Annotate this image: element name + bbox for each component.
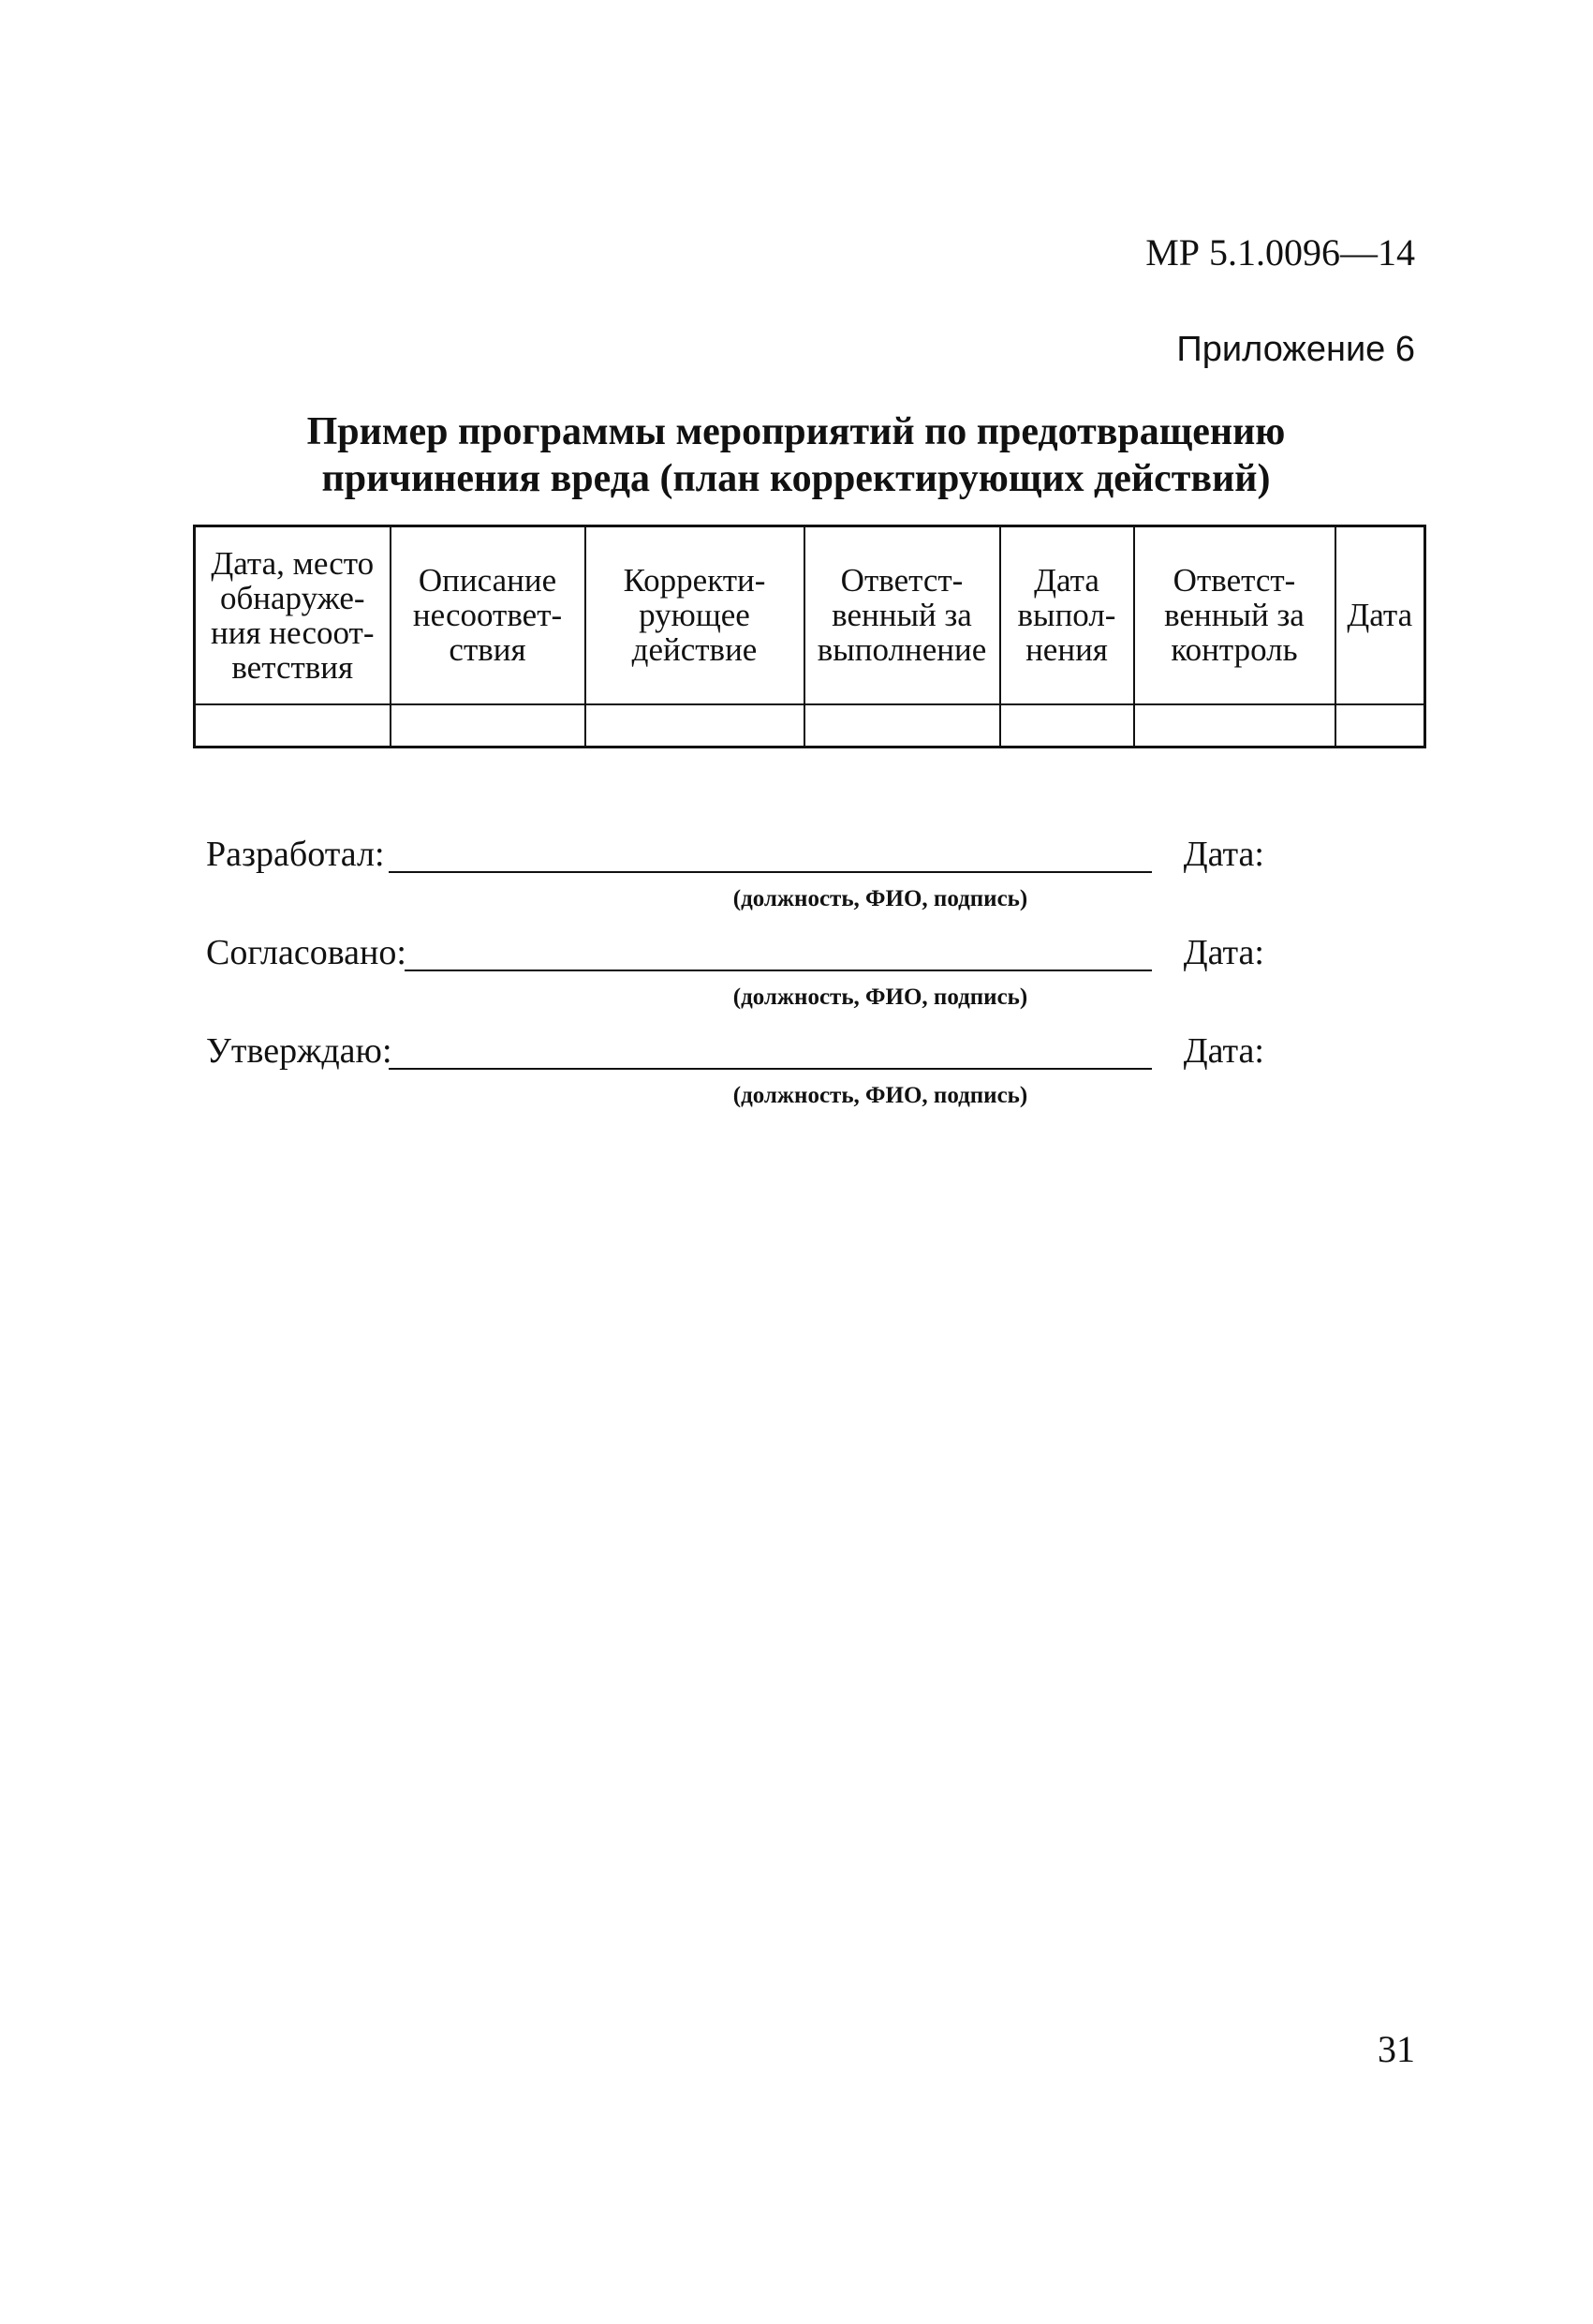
table-cell[interactable] <box>804 704 1000 748</box>
column-header-detection: Дата, место обнаруже- ния несоот- ветствия <box>195 526 391 704</box>
document-code: МР 5.1.0096—14 <box>1145 231 1415 274</box>
table-header-row <box>195 526 1425 704</box>
column-header-execution-date: Дата выпол- нения <box>1000 526 1134 704</box>
page-title <box>187 408 1405 502</box>
signature-date-label-agreed: Дата: <box>1183 933 1264 972</box>
table-row <box>195 704 1425 748</box>
signature-date-label-developed: Дата: <box>1183 835 1264 874</box>
table-cell[interactable] <box>1134 704 1335 748</box>
signature-line-developed[interactable] <box>389 871 1152 873</box>
signature-hint-developed: (должность, ФИО, подпись) <box>732 886 1028 911</box>
column-header-responsible-execution: Ответст- венный за выполнение <box>804 526 1000 704</box>
signature-row-agreed <box>206 923 1264 1010</box>
page-number: 31 <box>1378 2028 1415 2070</box>
signature-label-agreed: Согласовано: <box>206 933 406 972</box>
signature-date-label-approved: Дата: <box>1183 1031 1264 1071</box>
column-header-description: Описание несоответ- ствия <box>391 526 585 704</box>
table-cell[interactable] <box>1000 704 1134 748</box>
title-line-2: причинения вреда (план корректирующих действий) <box>321 457 1271 500</box>
appendix-label: Приложение 6 <box>1176 330 1415 369</box>
signature-hint-approved: (должность, ФИО, подпись) <box>732 1083 1028 1108</box>
column-header-date: Дата <box>1335 526 1425 704</box>
table-cell[interactable] <box>585 704 804 748</box>
column-header-responsible-control: Ответст- венный за контроль <box>1134 526 1335 704</box>
table-cell[interactable] <box>391 704 585 748</box>
title-line-1: Пример программы мероприятий по предотвращению <box>306 410 1286 453</box>
table-cell[interactable] <box>195 704 391 748</box>
signature-row-developed <box>206 824 1264 911</box>
signature-row-approved <box>206 1021 1264 1108</box>
signature-label-approved: Утверждаю: <box>206 1031 392 1071</box>
signature-label-developed: Разработал: <box>206 835 385 874</box>
signature-line-agreed[interactable] <box>405 970 1152 971</box>
signature-line-approved[interactable] <box>389 1068 1152 1070</box>
corrective-actions-table <box>193 525 1426 748</box>
column-header-corrective-action: Корректи- рующее действие <box>585 526 804 704</box>
signature-hint-agreed: (должность, ФИО, подпись) <box>732 984 1028 1010</box>
table-cell[interactable] <box>1335 704 1425 748</box>
